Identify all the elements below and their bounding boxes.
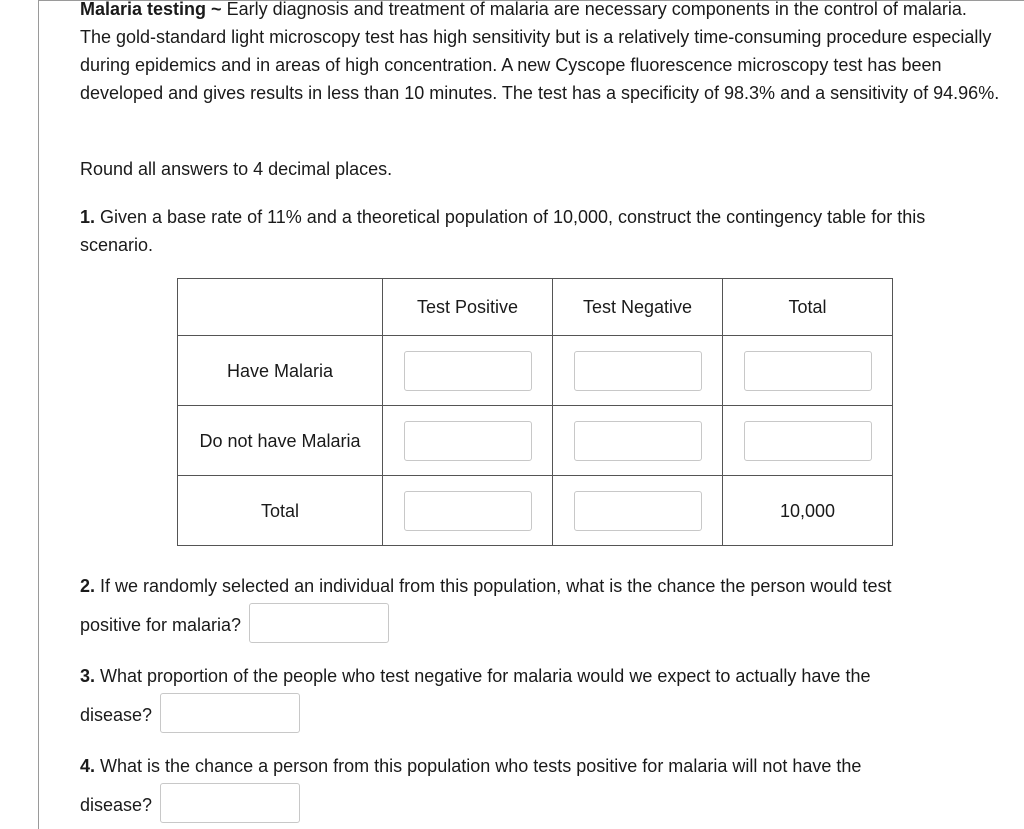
table-row-have-malaria	[178, 336, 893, 406]
total-test-negative-input[interactable]	[574, 491, 702, 531]
question-content	[80, 0, 1000, 815]
no-malaria-test-positive-input[interactable]	[404, 421, 532, 461]
contingency-table	[177, 278, 893, 546]
row-label-have-malaria: Have Malaria	[178, 336, 383, 406]
question-2-number: 2.	[80, 576, 96, 596]
no-malaria-total-input[interactable]	[744, 421, 872, 461]
question-4-second-line	[80, 786, 1000, 826]
cell-no-positive	[383, 406, 553, 476]
have-malaria-test-negative-input[interactable]	[574, 351, 702, 391]
question-2-line1: If we randomly selected an individual from this population, what is the chance the person would test	[95, 576, 892, 596]
table-row-total	[178, 476, 893, 546]
header-corner-cell	[178, 279, 383, 336]
question-2	[80, 572, 1000, 646]
question-2-line2: positive for malaria?	[80, 614, 242, 635]
grand-total-value: 10,000	[723, 476, 893, 546]
intro-title: Malaria testing ~	[80, 0, 222, 19]
question-3-line2: disease?	[80, 704, 153, 725]
cell-total-positive	[383, 476, 553, 546]
question-3-second-line	[80, 696, 1000, 736]
header-test-positive: Test Positive	[383, 279, 553, 336]
intro-body: Early diagnosis and treatment of malaria are necessary components in the control of malaria. The gold-standard light microscopy test has high sensitivity but is a relatively time-consuming procedure especially during epidemics and in areas of high concentration. A new Cyscope fluorescence microscopy test has been developed and gives results in less than 10 minutes. The test has a specificity of 98.3% and a sensitivity of 94.96%.	[80, 0, 1000, 103]
total-test-positive-input[interactable]	[404, 491, 532, 531]
question-4-line1: What is the chance a person from this population who tests positive for malaria will not have the	[95, 756, 862, 776]
question-2-answer-input[interactable]	[249, 603, 389, 643]
question-3-line1: What proportion of the people who test negative for malaria would we expect to actually have the	[95, 666, 871, 686]
cell-have-total	[723, 336, 893, 406]
question-1-text: Given a base rate of 11% and a theoretical population of 10,000, construct the contingency table for this scenario.	[80, 207, 926, 255]
question-4-number: 4.	[80, 756, 96, 776]
row-label-no-malaria: Do not have Malaria	[178, 406, 383, 476]
cell-no-total	[723, 406, 893, 476]
question-4-line2: disease?	[80, 794, 153, 815]
cell-total-negative	[553, 476, 723, 546]
question-1-number: 1.	[80, 207, 96, 227]
question-4-answer-input[interactable]	[160, 783, 300, 823]
question-3	[80, 662, 1000, 736]
have-malaria-test-positive-input[interactable]	[404, 351, 532, 391]
header-test-negative: Test Negative	[553, 279, 723, 336]
intro-paragraph	[80, 0, 1000, 107]
cell-have-positive	[383, 336, 553, 406]
table-header-row	[178, 279, 893, 336]
question-1	[80, 203, 1000, 259]
have-malaria-total-input[interactable]	[744, 351, 872, 391]
cell-have-negative	[553, 336, 723, 406]
header-total: Total	[723, 279, 893, 336]
question-3-number: 3.	[80, 666, 96, 686]
no-malaria-test-negative-input[interactable]	[574, 421, 702, 461]
rounding-instructions: Round all answers to 4 decimal places.	[80, 159, 393, 179]
row-label-total: Total	[178, 476, 383, 546]
left-border-rule	[38, 0, 39, 829]
question-4	[80, 752, 1000, 826]
question-3-answer-input[interactable]	[160, 693, 300, 733]
cell-no-negative	[553, 406, 723, 476]
question-2-second-line	[80, 606, 1000, 646]
table-row-no-malaria	[178, 406, 893, 476]
